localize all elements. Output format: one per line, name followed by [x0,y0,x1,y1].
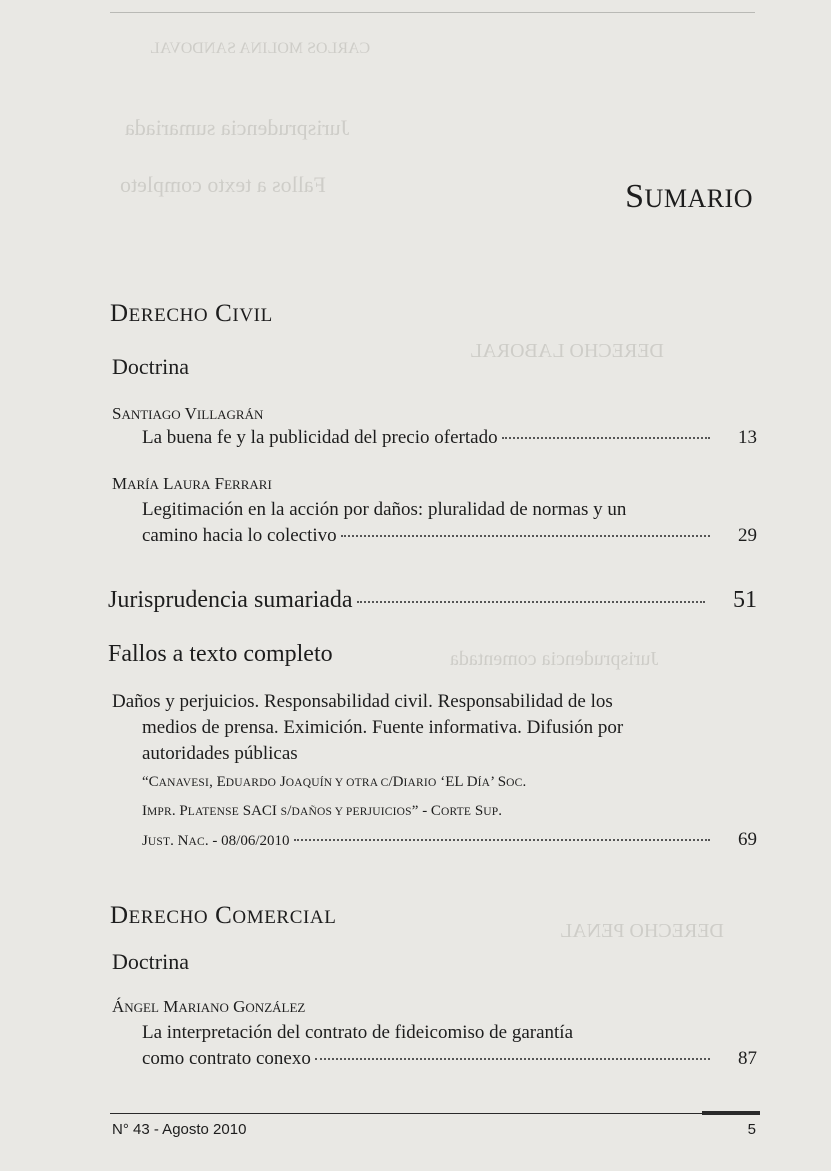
page-number: 87 [738,1048,757,1069]
toc-entry[interactable] [142,1020,757,1072]
subheading-doctrina: Doctrina [112,949,189,974]
entry-title: camino hacia lo colectivo [142,525,337,546]
toc-entry[interactable] [142,425,757,451]
author-name: ÁNGEL MARIANO GONZÁLEZ [112,997,306,1016]
toc-entry-jurisprudencia-sumariada[interactable] [108,585,757,615]
section-heading-derecho-civil: DERECHO CIVIL [110,300,273,327]
page-number: 51 [733,587,757,613]
page-number: 13 [738,427,757,448]
fallo-text: Daños y perjuicios. Responsabilidad civil. Responsabilidad de los [112,691,613,712]
leader-dots [341,535,710,537]
bleed-through-text: DERECHO PENAL [560,920,724,942]
issue-label: N° 43 - Agosto 2010 [112,1121,247,1138]
case-line: “CANAVESI, EDUARDO JOAQUÍN Y OTRA C/DIARIO ‘EL DÍA’ SOC. [142,774,527,790]
entry-title: Legitimación en la acción por daños: pluralidad de normas y un [142,499,627,520]
entry-title: La buena fe y la publicidad del precio ofertado [142,427,498,448]
fallo-text: autoridades públicas [142,743,298,764]
page-number: 29 [738,525,757,546]
page-number: 69 [738,829,757,850]
subheading-fallos: Fallos a texto completo [108,641,333,667]
leader-dots [502,437,710,439]
section-heading-derecho-comercial: DERECHO COMERCIAL [110,902,337,929]
leader-dots [315,1058,710,1060]
author-name: MARÍA LAURA FERRARI [112,474,272,493]
leader-dots [357,601,705,603]
bleed-through-text: Jurisprudencia comentada [450,648,659,670]
entry-title: Jurisprudencia sumariada [108,587,353,613]
bleed-through-text: Fallos a texto completo [120,172,326,197]
fallo-text: medios de prensa. Eximición. Fuente informativa. Difusión por [142,717,624,738]
case-citation [142,768,757,856]
case-line: IMPR. PLATENSE SACI S/DAÑOS Y PERJUICIOS” - CORTE SUP. [142,803,503,819]
bleed-through-text: Jurisprudencia sumariada [125,115,350,140]
case-line: JUST. NAC. - 08/06/2010 69 [142,826,757,856]
bleed-through-text: CARLOS MOLINA SANDOVAL [150,40,371,57]
leader-dots [294,839,711,841]
bleed-through-text: DERECHO LABORAL [470,340,664,362]
toc-entry[interactable] [142,497,757,549]
footer-page-number: 5 [747,1121,756,1138]
author-name: SANTIAGO VILLAGRÁN [112,404,264,423]
entry-title: La interpretación del contrato de fideicomiso de garantía [142,1022,574,1043]
toc-entry-fallo[interactable] [112,689,757,767]
subheading-doctrina: Doctrina [112,354,189,379]
entry-title: como contrato conexo [142,1048,311,1069]
page-title: SUMARIO [625,178,753,215]
top-rule [110,12,755,13]
footer-rule [110,1113,760,1114]
